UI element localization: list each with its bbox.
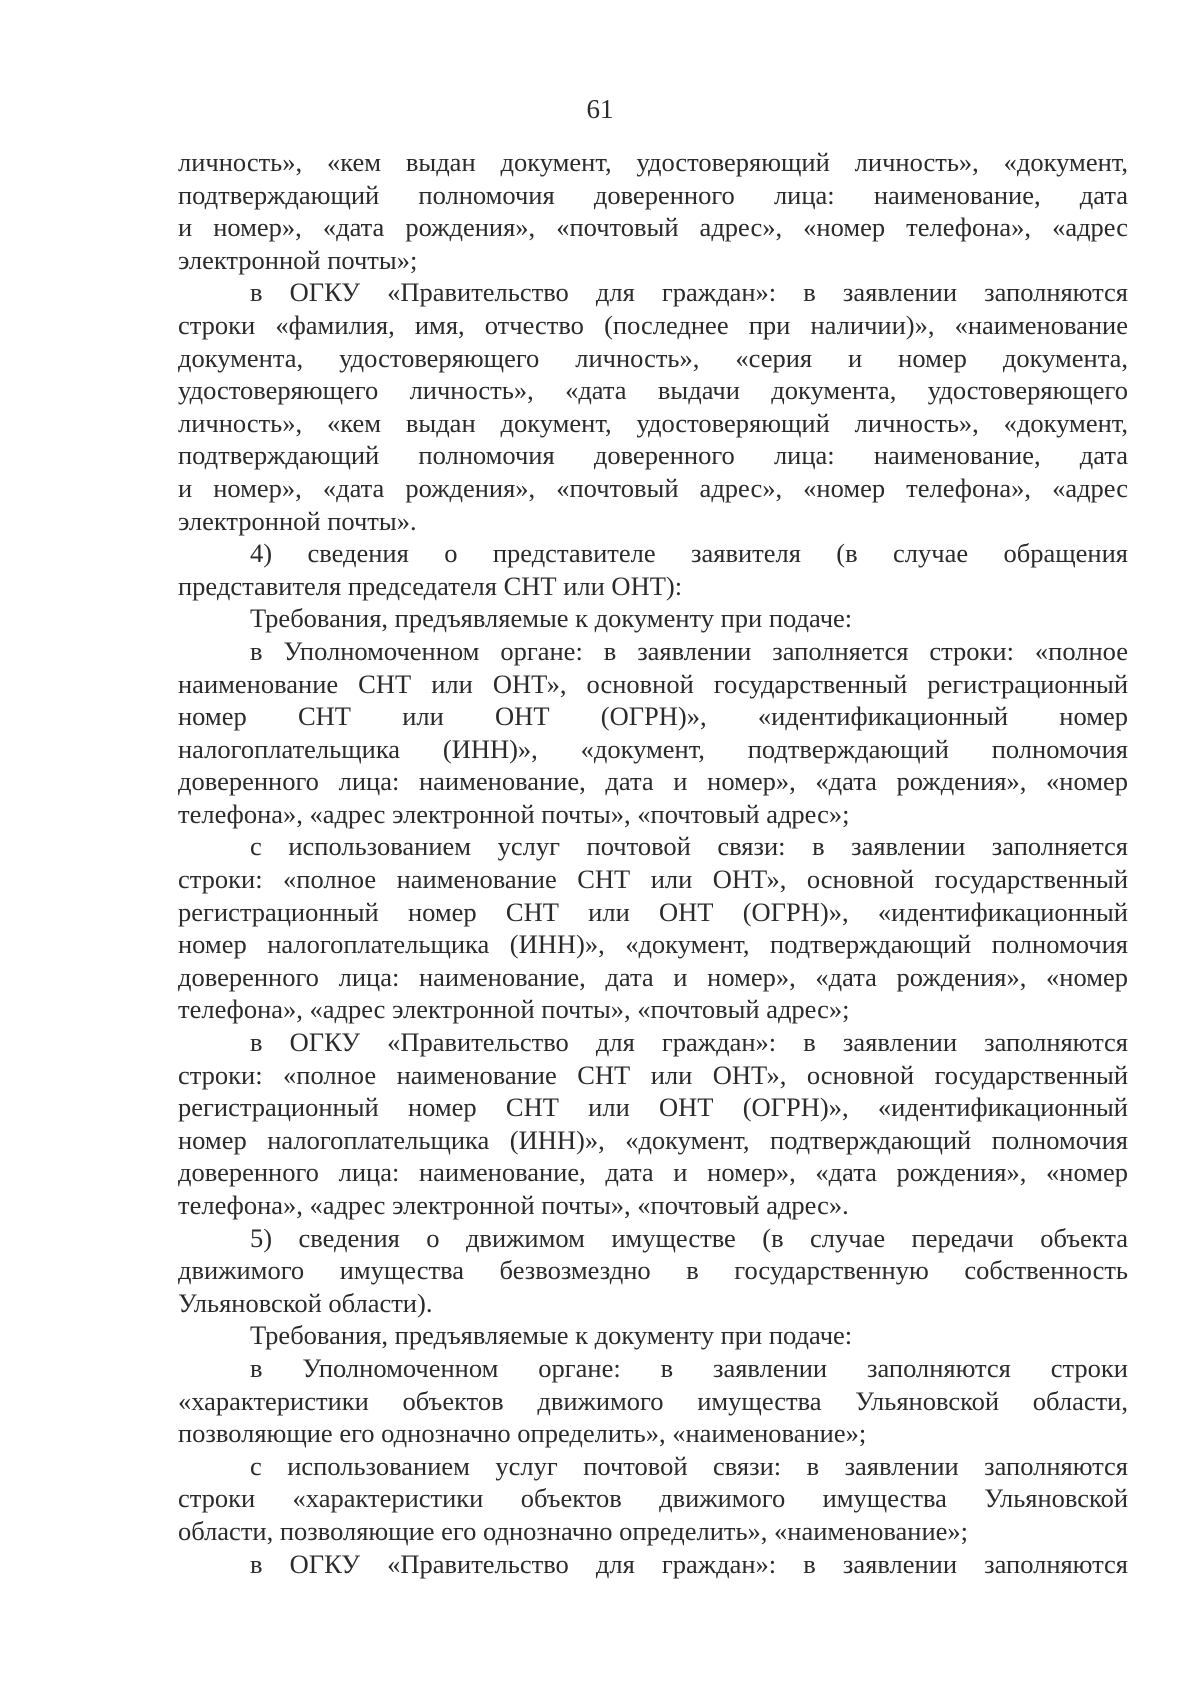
text-line: номер СНТ или ОНТ (ОГРН)», «идентификационный номер bbox=[178, 701, 1128, 732]
document-body bbox=[178, 146, 1128, 1580]
text-line: «характеристики объектов движимого имущества Ульяновской области, bbox=[178, 1385, 1128, 1416]
page-number: 61 bbox=[586, 94, 614, 124]
text-line: подтверждающий полномочия доверенного лица: наименование, дата bbox=[178, 179, 1128, 210]
text-line: с использованием услуг почтовой связи: в заявлении заполняется bbox=[250, 831, 1128, 862]
text-line: документа, удостоверяющего личность», «серия и номер документа, bbox=[178, 342, 1128, 373]
text-line: Требования, предъявляемые к документу при подаче: bbox=[250, 1320, 853, 1351]
text-line: строки «фамилия, имя, отчество (последнее при наличии)», «наименование bbox=[178, 309, 1128, 340]
text-line: в ОГКУ «Правительство для граждан»: в заявлении заполняются bbox=[250, 1548, 1128, 1579]
text-line: и номер», «дата рождения», «почтовый адрес», «номер телефона», «адрес bbox=[178, 472, 1128, 503]
text-line: подтверждающий полномочия доверенного лица: наименование, дата bbox=[178, 440, 1128, 471]
text-line: доверенного лица: наименование, дата и номер», «дата рождения», «номер bbox=[178, 766, 1128, 797]
text-line: и номер», «дата рождения», «почтовый адрес», «номер телефона», «адрес bbox=[178, 212, 1128, 243]
text-line: Ульяновской области). bbox=[178, 1287, 433, 1318]
text-line: представителя председателя СНТ или ОНТ): bbox=[178, 570, 683, 601]
text-line: регистрационный номер СНТ или ОНТ (ОГРН)», «идентификационный bbox=[178, 1092, 1128, 1123]
text-line: с использованием услуг почтовой связи: в заявлении заполняются bbox=[250, 1450, 1128, 1481]
text-line: движимого имущества безвозмездно в государственную собственность bbox=[178, 1255, 1128, 1286]
text-line: 4) сведения о представителе заявителя (в случае обращения bbox=[250, 538, 1128, 569]
text-line: Требования, предъявляемые к документу при подаче: bbox=[250, 603, 853, 634]
text-line: строки: «полное наименование СНТ или ОНТ», основной государственный bbox=[178, 1059, 1128, 1090]
text-line: в ОГКУ «Правительство для граждан»: в заявлении заполняются bbox=[250, 1027, 1128, 1058]
text-line: удостоверяющего личность», «дата выдачи документа, удостоверяющего bbox=[178, 375, 1128, 406]
text-line: номер налогоплательщика (ИНН)», «документ, подтверждающий полномочия bbox=[178, 1124, 1128, 1155]
text-line: в Уполномоченном органе: в заявлении заполняется строки: «полное bbox=[250, 635, 1128, 666]
text-line: строки: «полное наименование СНТ или ОНТ», основной государственный bbox=[178, 864, 1128, 895]
text-line: доверенного лица: наименование, дата и номер», «дата рождения», «номер bbox=[178, 961, 1128, 992]
text-line: налогоплательщика (ИНН)», «документ, подтверждающий полномочия bbox=[178, 733, 1128, 764]
text-line: телефона», «адрес электронной почты», «почтовый адрес»; bbox=[178, 994, 850, 1025]
text-line: области, позволяющие его однозначно определить», «наименование»; bbox=[178, 1515, 969, 1546]
text-line: личность», «кем выдан документ, удостоверяющий личность», «документ, bbox=[178, 407, 1128, 438]
text-line: личность», «кем выдан документ, удостоверяющий личность», «документ, bbox=[178, 147, 1128, 177]
text-line: телефона», «адрес электронной почты», «почтовый адрес»; bbox=[178, 798, 850, 829]
text-line: номер налогоплательщика (ИНН)», «документ, подтверждающий полномочия bbox=[178, 929, 1128, 960]
text-line: строки «характеристики объектов движимого имущества Ульяновской bbox=[178, 1483, 1128, 1514]
text-line: электронной почты»; bbox=[178, 244, 418, 275]
text-line: позволяющие его однозначно определить», «наименование»; bbox=[178, 1418, 867, 1449]
text-line: в Уполномоченном органе: в заявлении заполняются строки bbox=[250, 1352, 1128, 1383]
text-line: наименование СНТ или ОНТ», основной государственный регистрационный bbox=[178, 668, 1128, 699]
text-line: 5) сведения о движимом имуществе (в случае передачи объекта bbox=[250, 1222, 1128, 1253]
text-line: доверенного лица: наименование, дата и номер», «дата рождения», «номер bbox=[178, 1157, 1128, 1188]
text-line: в ОГКУ «Правительство для граждан»: в заявлении заполняются bbox=[250, 277, 1128, 308]
text-line: регистрационный номер СНТ или ОНТ (ОГРН)», «идентификационный bbox=[178, 896, 1128, 927]
text-line: электронной почты». bbox=[178, 505, 417, 536]
text-line: телефона», «адрес электронной почты», «почтовый адрес». bbox=[178, 1190, 849, 1220]
